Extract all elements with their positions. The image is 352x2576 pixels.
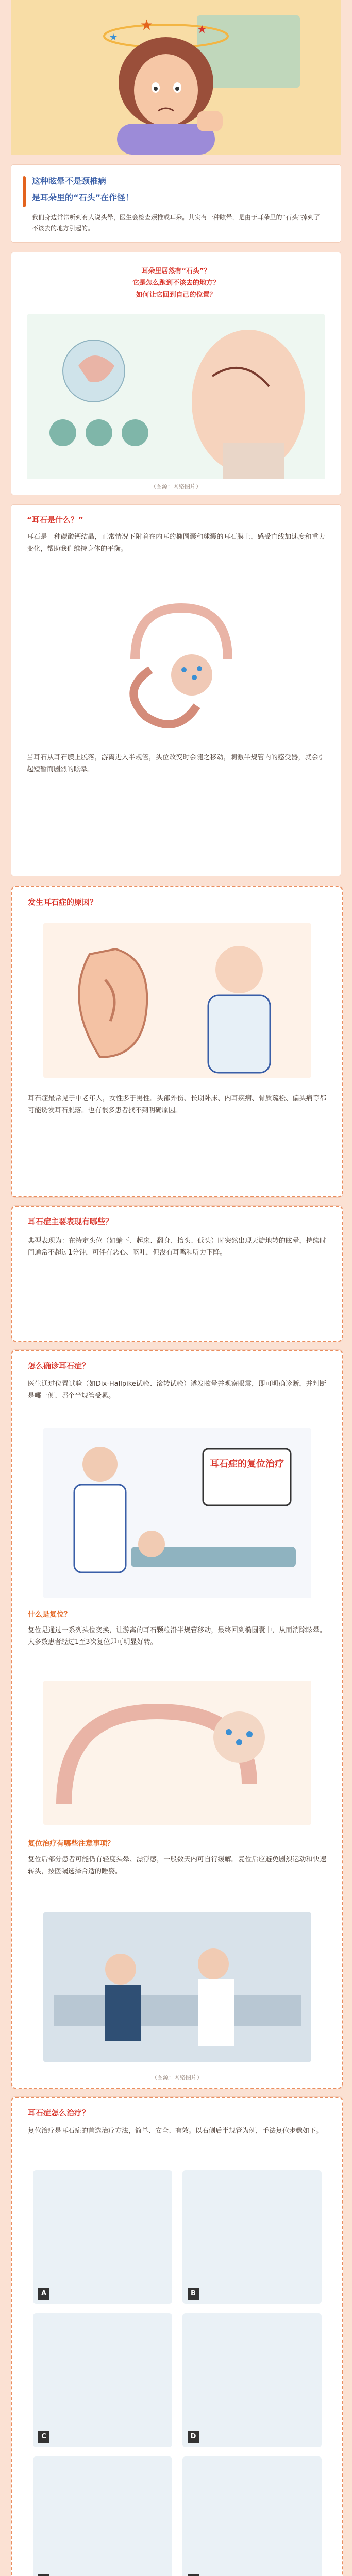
step-panel: [182, 2170, 322, 2304]
section-cause-body: 耳石症最常见于中老年人，女性多于男性。头部外伤、长期卧床、内耳疾病、骨质疏松、偏头痛等都可能诱发耳石脱落。也有很多患者找不到明确原因。: [28, 1095, 326, 1114]
step-label: D: [188, 2431, 199, 2443]
section-symptom-body: 典型表现为：在特定头位（如躺下、起床、翻身、抬头、低头）时突然出现天旋地转的眩晕，持续时间通常不超过1分钟，可伴有恶心、呕吐，但没有耳鸣和听力下降。: [28, 1237, 326, 1257]
step-panel: [33, 2456, 172, 2576]
intro-headline-2: 是耳朵里的“石头”在作怪！: [32, 193, 134, 202]
canalith-diagram: [43, 1681, 311, 1825]
section-cause-title: 发生耳石症的原因？: [28, 897, 98, 907]
step-label: C: [38, 2431, 49, 2443]
lead-paragraph: 我们身边常常听到有人说头晕，医生会检查颈椎或耳朵。其实有一种眩晕，是由于耳朵里的“石头”掉到了不该去的地方引起的。: [32, 214, 320, 232]
section-what-body-1: 耳石是一种碳酸钙结晶，正常情况下附着在内耳的椭圆囊和球囊的耳石膜上，感受直线加速度和重力变化，帮助我们维持身体的平衡。: [27, 533, 325, 553]
section-treat-sub2: 复位治疗有哪些注意事项？: [28, 1840, 114, 1848]
section-treat-sub1: 什么是复位？: [28, 1611, 71, 1619]
repositioning-photo: [43, 1428, 311, 1598]
repositioning-photo-label: 耳石症的复位治疗: [210, 1459, 284, 1469]
ear-question-3: 如何让它回到自己的位置？: [136, 291, 216, 299]
svg-text:★: ★: [140, 16, 154, 33]
ear-intro-card: [11, 252, 341, 495]
section-symptom-title: 耳石症主要表现有哪些？: [28, 1217, 113, 1226]
step-label: A: [38, 2288, 49, 2300]
section-treat-intro: 医生通过位置试验（如Dix-Hallpike试验、滚转试验）诱发眩晕并观察眼震，即可明确诊断，并判断是哪一侧、哪个半规管受累。: [28, 1380, 326, 1400]
section-treat-sub1-body: 复位是通过一系列头位变换，让游离的耳石颗粒沿半规管移动，最终回到椭圆囊中，从而消除眩晕。大多数患者经过1至3次复位即可明显好转。: [28, 1626, 326, 1646]
ear-question-2: 它是怎么跑到不该去的地方？: [132, 279, 220, 287]
section-treat-card: [11, 1350, 343, 2089]
svg-text:★: ★: [109, 32, 118, 43]
clinic-photo: [43, 1912, 311, 2062]
ear-question-1: 耳朵里居然有“石头”？: [141, 267, 211, 275]
section-what-card: [11, 505, 341, 876]
step-label: B: [188, 2288, 199, 2300]
ear-examination-illustration: [43, 923, 311, 1078]
intro-card: [11, 165, 341, 242]
section-treat-caption: （图源：网络图片）: [152, 2074, 203, 2081]
step-panel: [33, 2313, 172, 2447]
accent-bar: [23, 176, 26, 207]
step-panel: [182, 2313, 322, 2447]
svg-text:★: ★: [197, 23, 207, 36]
ear-anatomy-illustration: [27, 314, 325, 479]
section-steps-card: [11, 2097, 343, 2576]
step-panel: [33, 2170, 172, 2304]
steps-grid: [33, 2170, 322, 2576]
section-symptom-card: [11, 1206, 343, 1342]
intro-headline-1: 这种眩晕不是颈椎病: [32, 176, 107, 186]
inner-ear-diagram: [73, 587, 279, 737]
section-treat-sub2-body: 复位后部分患者可能仍有轻度头晕、漂浮感，一般数天内可自行缓解。复位后应避免剧烈运动和快速转头，按医嘱选择合适的睡姿。: [28, 1856, 326, 1875]
ear-intro-caption: （图源：网络图片）: [150, 483, 202, 490]
section-steps-title: 耳石症怎么治疗？: [28, 2108, 90, 2117]
section-treat-title: 怎么确诊耳石症？: [28, 1361, 90, 1370]
step-panel: [182, 2456, 322, 2576]
section-cause-card: [11, 886, 343, 1197]
section-steps-body: 复位治疗是耳石症的首选治疗方法，简单、安全、有效。以右侧后半规管为例，手法复位步骤如下。: [28, 2127, 323, 2135]
section-what-title: “耳石是什么？”: [27, 515, 83, 524]
section-what-body-2: 当耳石从耳石膜上脱落，游离进入半规管，头位改变时会随之移动，刺激半规管内的感受器，就会引起短暂而剧烈的眩晕。: [27, 754, 325, 773]
dizzy-woman-illustration: [11, 0, 341, 155]
